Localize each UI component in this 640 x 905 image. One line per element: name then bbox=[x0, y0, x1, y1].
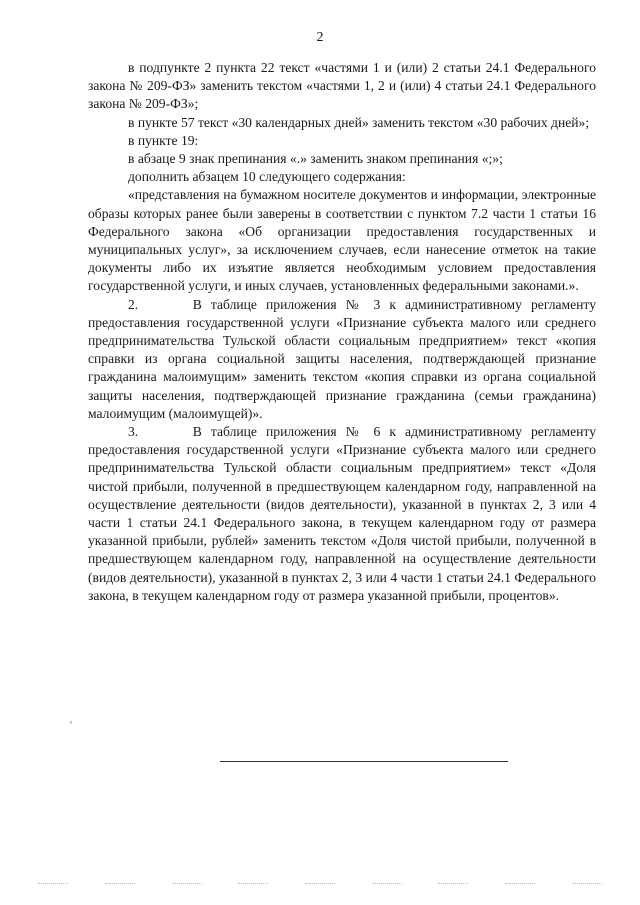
paragraph-item-3: 3. В таблице приложения № 6 к административному регламенту предоставления государственной услуги «Признание субъекта малого или среднего предпринимательства Тульской области социальным предприятием» текст «Доля чистой прибыли, полученной в предшествующем календарном году, направленной на осуществление деятельности (видов деятельности), указанной в пунктах 2, 3 или 4 части 1 статьи 24.1 Федерального закона, в текущем календарном году от размера указанной прибыли, рублей» заменить текстом «Доля чистой прибыли, полученной в предшествующем календарном году, направленной на осуществление деятельности (видов деятельности), указанной в пунктах 2, 3 или 4 части 1 статьи 24.1 Федерального закона, в текущем календарном году от размера указанной прибыли, процентов». bbox=[88, 424, 600, 603]
scan-dot bbox=[305, 883, 335, 885]
scan-dot bbox=[238, 883, 268, 885]
paragraph-2: в пункте 57 текст «30 календарных дней» заменить текстом «30 рабочих дней»; bbox=[128, 114, 590, 130]
scan-dot bbox=[105, 883, 135, 885]
margin-mark: ᵉ bbox=[70, 718, 73, 728]
paragraph-1: в подпункте 2 пункта 22 текст «частями 1 и (или) 2 статьи 24.1 Федерального закона № 209-ФЗ» заменить текстом «частями 1, 2 и (или) 4 статьи 24.1 Федерального закона № 209-ФЗ»; bbox=[88, 60, 596, 112]
paragraph-item-2: 2. В таблице приложения № 3 к административному регламенту предоставления государственной услуги «Признание субъекта малого или среднего предпринимательства Тульской области социальным предприятием» текст «копия справки из органа социальной защиты населения, подтверждающей признание гражданина малоимущим» заменить текстом «копия справки из органа социальной защиты населения, подтверждающей признание гражданина (семьи гражданина) малоимущим (малоимущей)». bbox=[88, 296, 600, 421]
page-number: 2 bbox=[316, 30, 324, 45]
scan-dot bbox=[438, 883, 468, 885]
paragraph-3: в пункте 19: bbox=[128, 132, 199, 148]
scan-dot bbox=[572, 883, 602, 885]
paragraph-5: дополнить абзацем 10 следующего содержания: bbox=[128, 169, 406, 185]
end-divider-line bbox=[220, 761, 508, 762]
paragraph-4: в абзаце 9 знак препинания «.» заменить знаком препинания «;»; bbox=[128, 151, 503, 167]
scan-artifact-dots bbox=[20, 883, 620, 887]
document-body bbox=[88, 59, 600, 605]
scan-dot bbox=[505, 883, 535, 885]
paragraph-6: «представления на бумажном носителе документов и информации, электронные образы которых ранее были заверены в соответствии с пунктом 7.2 части 1 статьи 16 Федерального закона «Об организации предоставления государственных и муниципальных услуг», за исключением случаев, если нанесение отметок на такие документы либо их изъятие является необходимым условием предоставления государственной услуги, и иных случаев, установленных федеральными законами.». bbox=[88, 187, 596, 294]
scan-dot bbox=[38, 883, 68, 885]
scan-dot bbox=[172, 883, 202, 885]
scan-dot bbox=[372, 883, 402, 885]
